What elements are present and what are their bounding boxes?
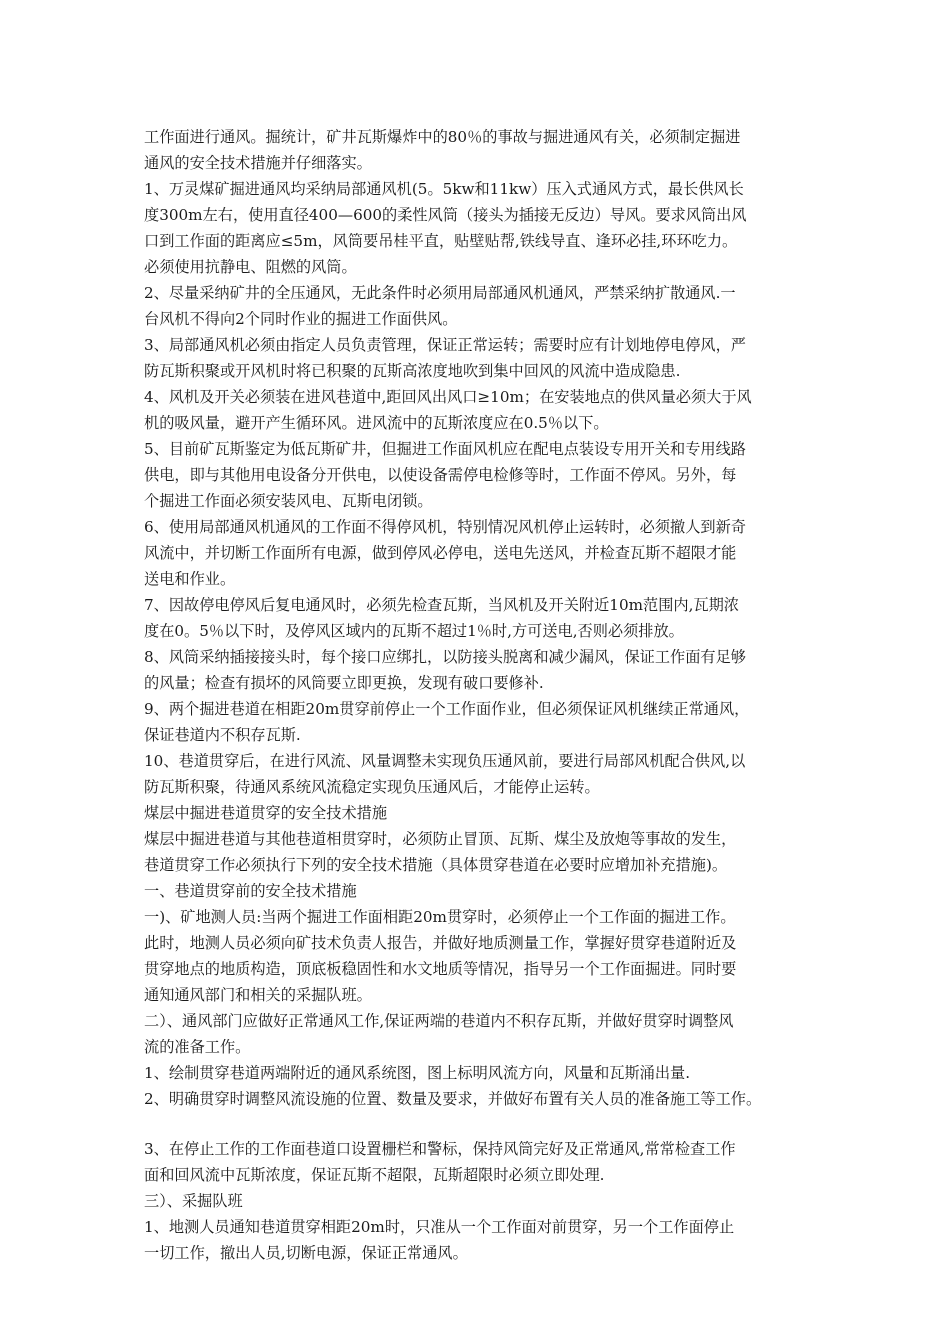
text-line: 防瓦斯积聚，待通风系统风流稳定实现负压通风后，才能停止运转。 xyxy=(144,778,600,796)
text-line: 流的准备工作。 xyxy=(144,1038,251,1056)
text-line: 9、两个掘进巷道在相距20m贯穿前停止一个工作面作业，但必须保证风机继续正常通风， xyxy=(144,700,750,718)
text-line: 的风量；检查有损坏的风筒要立即更换，发现有破口要修补. xyxy=(144,674,544,692)
text-line: 口到工作面的距离应≤5m，风筒要吊桂平直，贴壁贴帮,铁线导直、逢环必挂,环环吃力。 xyxy=(144,232,738,250)
section-heading: 一、巷道贯穿前的安全技术措施 xyxy=(144,882,357,900)
text-line: 必须使用抗静电、阻燃的风筒。 xyxy=(144,258,357,276)
section-heading: 三）、采掘队班 xyxy=(144,1192,243,1210)
text-line: 3、在停止工作的工作面巷道口设置栅栏和警标，保持风筒完好及正常通风,常常检查工作 xyxy=(144,1140,736,1158)
text-line: 保证巷道内不积存瓦斯. xyxy=(144,726,301,744)
text-line: 煤层中掘进巷道与其他巷道相贯穿时，必须防止冒顶、瓦斯、煤尘及放炮等事故的发生， xyxy=(144,830,737,848)
text-line: 通风的安全技术措施并仔细落实。 xyxy=(144,154,372,172)
text-line: 巷道贯穿工作必须执行下列的安全技术措施（具体贯穿巷道在必要时应增加补充措施)。 xyxy=(144,856,728,874)
text-line: 一切工作，撤出人员,切断电源，保证正常通风。 xyxy=(144,1244,468,1262)
text-line: 此时，地测人员必须向矿技术负责人报告，并做好地质测量工作，掌握好贯穿巷道附近及 xyxy=(144,934,737,952)
blank-line xyxy=(144,1112,824,1136)
text-line: 二）、通风部门应做好正常通风工作,保证两端的巷道内不积存瓦斯，并做好贯穿时调整风 xyxy=(144,1012,734,1030)
text-line: 1、地测人员通知巷道贯穿相距20m时，只准从一个工作面对前贯穿，另一个工作面停止 xyxy=(144,1218,735,1236)
section-heading: 煤层中掘进巷道贯穿的安全技术措施 xyxy=(144,804,387,822)
document-body xyxy=(144,124,824,1266)
text-line: 供电，即与其他用电设备分开供电，以使设备需停电检修等时，工作面不停风。另外，每 xyxy=(144,466,737,484)
text-line: 7、因故停电停风后复电通风时，必须先检查瓦斯，当风机及开关附近10m范围内,瓦期浓 xyxy=(144,596,739,614)
text-line: 个掘进工作面必须安装风电、瓦斯电闭锁。 xyxy=(144,492,433,510)
text-line: 度300m左右，使用直径400—600的柔性风筒（接头为插接无反边）导风。要求风筒出风 xyxy=(144,206,747,224)
text-line: 1、绘制贯穿巷道两端附近的通风系统图，图上标明风流方向，风量和瓦斯涌出量. xyxy=(144,1064,691,1082)
text-line: 一)、矿地测人员:当两个掘进工作面相距20m贯穿时，必须停止一个工作面的掘进工作。 xyxy=(144,908,736,926)
text-line: 度在0。5％以下时，及停风区域内的瓦斯不超过1％时,方可送电,否则必须排放。 xyxy=(144,622,684,640)
text-line: 4、风机及开关必须装在进风巷道中,距回风出风口≥10m；在安装地点的供风量必须大于风 xyxy=(144,388,752,406)
text-line: 面和回风流中瓦斯浓度，保证瓦斯不超限，瓦斯超限时必须立即处理. xyxy=(144,1166,605,1184)
text-line: 5、目前矿瓦斯鉴定为低瓦斯矿井，但掘进工作面风机应在配电点装设专用开关和专用线路 xyxy=(144,440,746,458)
text-line: 台风机不得向2个同时作业的掘进工作面供风。 xyxy=(144,310,458,328)
text-line: 风流中，并切断工作面所有电源，做到停风必停电，送电先送风，并检查瓦斯不超限才能 xyxy=(144,544,737,562)
text-line: 2、尽量采纳矿井的全压通风，无此条件时必须用局部通风机通风，严禁采纳扩散通风.一 xyxy=(144,284,736,302)
text-line: 1、万灵煤矿掘进通风均采纳局部通风机(5。5kw和11kw）压入式通风方式，最长供风长 xyxy=(144,180,744,198)
text-line: 3、局部通风机必须由指定人员负责管理，保证正常运转；需要时应有计划地停电停风，严 xyxy=(144,336,746,354)
text-line: 送电和作业。 xyxy=(144,570,236,588)
text-line: 8、风筒采纳插接接头时，每个接口应绑扎，以防接头脱离和减少漏风，保证工作面有足够 xyxy=(144,648,746,666)
text-line: 6、使用局部通风机通风的工作面不得停风机，特别情况风机停止运转时，必须撤人到新奇 xyxy=(144,518,746,536)
text-line: 工作面进行通风。掘统计，矿井瓦斯爆炸中的80％的事故与掘进通风有关，必须制定掘进 xyxy=(144,128,741,146)
text-line: 防瓦斯积聚或开风机时将已积聚的瓦斯高浓度地吹到集中回风的风流中造成隐患. xyxy=(144,362,681,380)
text-line: 贯穿地点的地质构造，顶底板稳固性和水文地质等情况，指导另一个工作面掘进。同时要 xyxy=(144,960,737,978)
text-line: 通知通风部门和相关的采掘队班。 xyxy=(144,986,372,1004)
text-line: 机的吸风量，避开产生循环风。进风流中的瓦斯浓度应在0.5％以下。 xyxy=(144,414,609,432)
text-line: 2、明确贯穿时调整风流设施的位置、数量及要求，并做好布置有关人员的准备施工等工作。 xyxy=(144,1090,762,1108)
text-line: 10、巷道贯穿后，在进行风流、风量调整未实现负压通风前，要进行局部风机配合供风,以 xyxy=(144,752,746,770)
